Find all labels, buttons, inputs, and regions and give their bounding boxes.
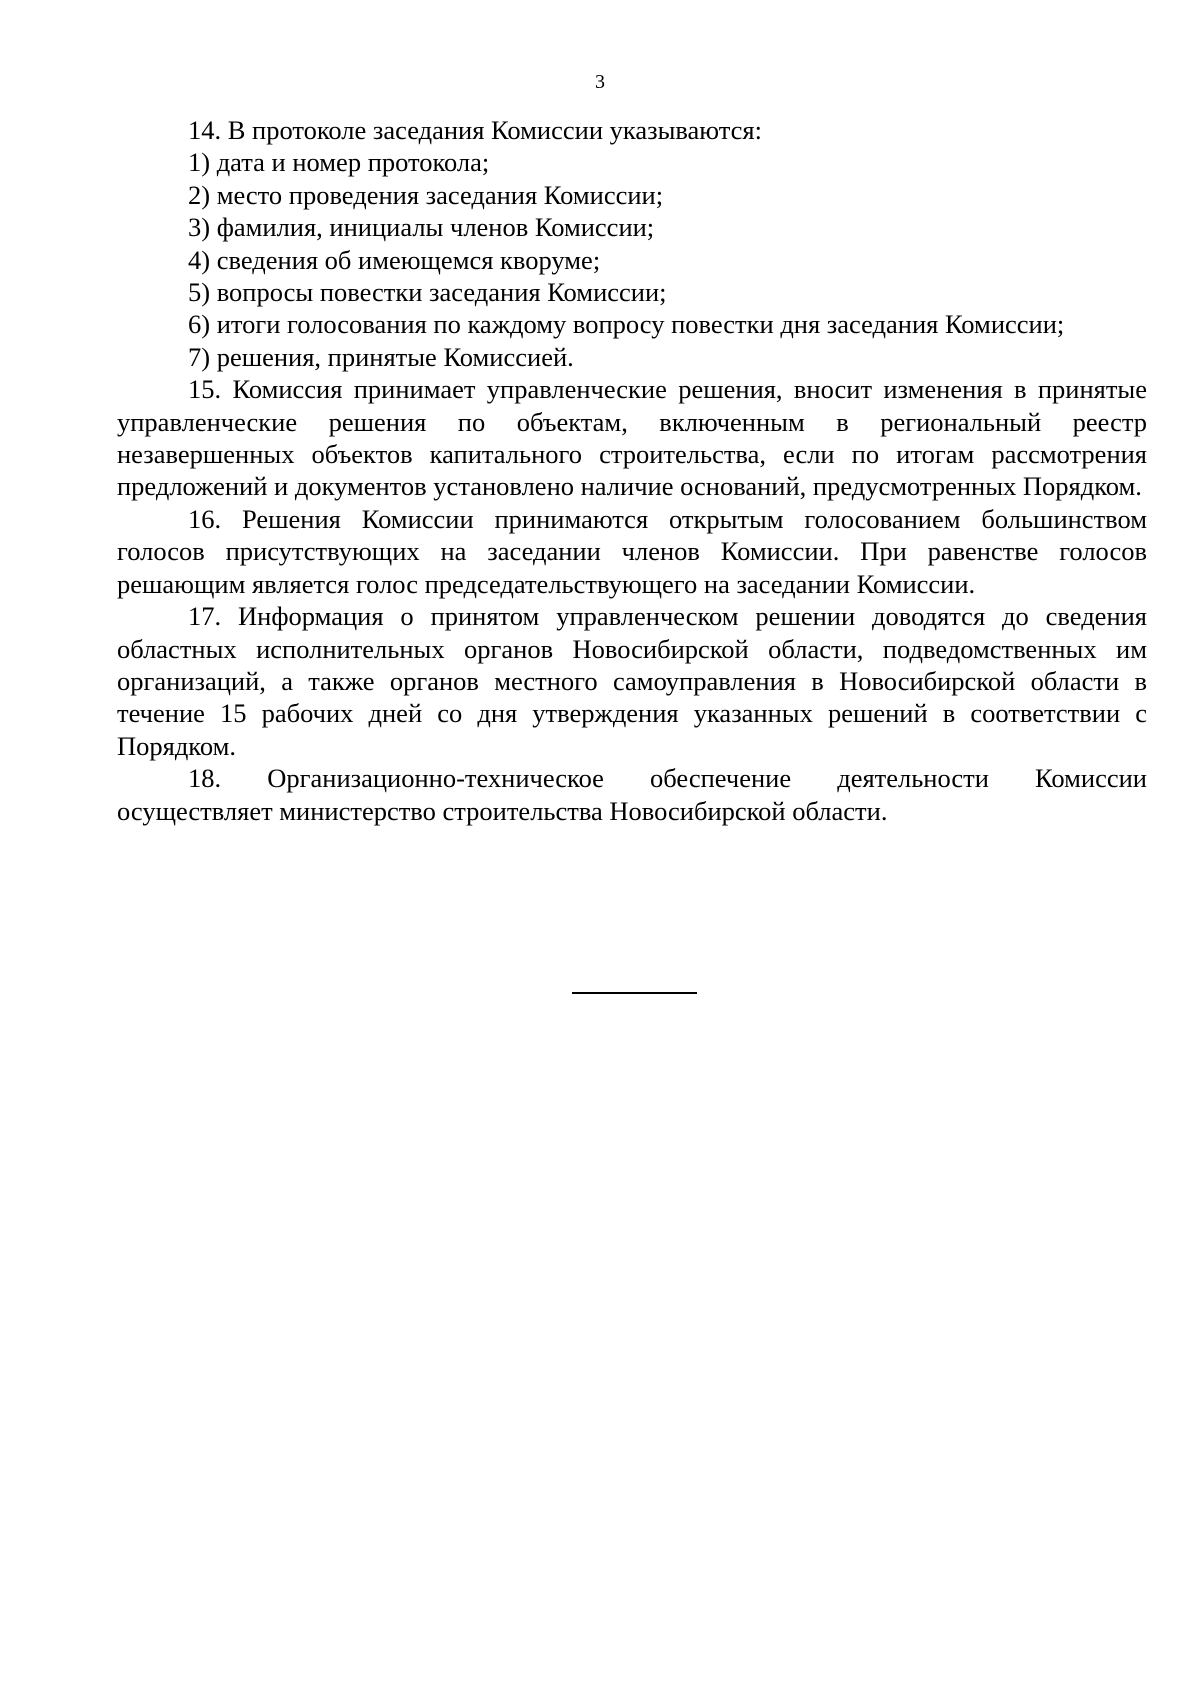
- list-item-4: 4) сведения об имеющемся кворуме;: [188, 244, 601, 275]
- closing-separator-line: [572, 992, 697, 994]
- paragraph-16: 16. Решения Комиссии принимаются открытым голосованием большинством голосов присутствующих на заседании членов Комиссии. При равенстве голосов решающим является голос председательствующего на заседании Комиссии.: [117, 503, 1147, 599]
- list-item-6: 6) итоги голосования по каждому вопросу повестки дня заседания Комиссии;: [188, 309, 1065, 340]
- paragraph-15: 15. Комиссия принимает управленческие решения, вносит изменения в принятые управленческие решения по объектам, включенным в региональный реестр незавершенных объектов капитального строительства, если по итогам рассмотрения предложений и документов установлено наличие оснований, предусмотренных Порядком.: [117, 374, 1147, 502]
- list-item-2: 2) место проведения заседания Комиссии;: [188, 179, 664, 210]
- paragraph-18: 18. Организационно-техническое обеспечение деятельности Комиссии осуществляет министерство строительства Новосибирской области.: [117, 763, 1147, 826]
- list-item-5: 5) вопросы повестки заседания Комиссии;: [188, 277, 667, 308]
- list-item-3: 3) фамилия, инициалы членов Комиссии;: [188, 212, 655, 243]
- list-item-1: 1) дата и номер протокола;: [188, 147, 490, 178]
- document-body: [117, 114, 1147, 827]
- page-number: 3: [595, 71, 605, 93]
- list-item-7: 7) решения, принятые Комиссией.: [188, 341, 574, 372]
- paragraph-17: 17. Информация о принятом управленческом решении доводятся до сведения областных исполнительных органов Новосибирской области, подведомственных им организаций, а также органов местного самоуправления в Новосибирской области в течение 15 рабочих дней со дня утверждения указанных решений в соответствии с Порядком.: [117, 601, 1147, 761]
- paragraph-14: 14. В протоколе заседания Комиссии указываются:: [188, 115, 762, 145]
